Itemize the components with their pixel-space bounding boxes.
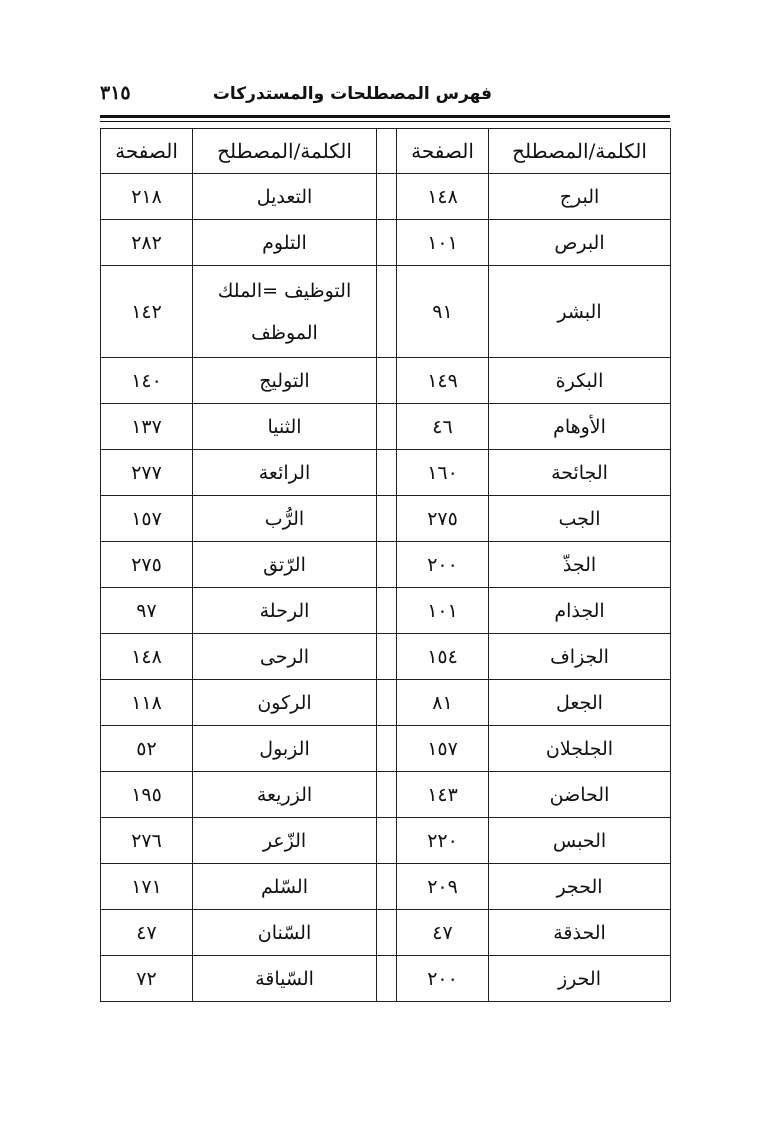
term-cell: الزّعر <box>193 818 377 864</box>
term-cell-multiline <box>193 266 377 358</box>
table-row <box>101 358 671 404</box>
page-header <box>100 84 670 108</box>
term-cell: الرُّب <box>193 496 377 542</box>
page-cell: ٥٢ <box>101 726 193 772</box>
page-cell: ٢٠٩ <box>397 864 489 910</box>
column-gap <box>377 266 397 358</box>
column-gap <box>377 956 397 1002</box>
term-cell: الزريعة <box>193 772 377 818</box>
column-gap <box>377 496 397 542</box>
term-cell: البرج <box>489 174 671 220</box>
table-row <box>101 818 671 864</box>
term-cell: البشر <box>489 266 671 358</box>
header-page-right: الصفحة <box>397 129 489 174</box>
term-line-2: الموظف <box>251 321 318 344</box>
table-row <box>101 174 671 220</box>
term-cell: الرّتق <box>193 542 377 588</box>
page-cell: ٢١٨ <box>101 174 193 220</box>
term-cell: السّلم <box>193 864 377 910</box>
term-cell: الرحلة <box>193 588 377 634</box>
header-page-left: الصفحة <box>101 129 193 174</box>
page-cell: ٩١ <box>397 266 489 358</box>
table-row <box>101 404 671 450</box>
running-title: فهرس المصطلحات والمستدركات <box>212 84 492 104</box>
term-cell: السّياقة <box>193 956 377 1002</box>
header-rule-thick <box>100 115 670 118</box>
page-cell: ١٥٧ <box>101 496 193 542</box>
term-cell: الأوهام <box>489 404 671 450</box>
term-cell: الجزاف <box>489 634 671 680</box>
column-gap <box>377 542 397 588</box>
column-gap <box>377 174 397 220</box>
page-cell: ١٣٧ <box>101 404 193 450</box>
term-cell: الثنيا <box>193 404 377 450</box>
column-gap <box>377 818 397 864</box>
page-number: ٣١٥ <box>100 82 131 104</box>
term-cell: الرائعة <box>193 450 377 496</box>
page-cell: ١٤٢ <box>101 266 193 358</box>
page-cell: ٩٧ <box>101 588 193 634</box>
header-term-right: الكلمة/المصطلح <box>489 129 671 174</box>
column-gap <box>377 129 397 174</box>
term-cell: الحرز <box>489 956 671 1002</box>
page-cell: ٧٢ <box>101 956 193 1002</box>
column-gap <box>377 220 397 266</box>
term-cell: السّنان <box>193 910 377 956</box>
page-cell: ٢٠٠ <box>397 542 489 588</box>
page-cell: ٤٦ <box>397 404 489 450</box>
table-row <box>101 542 671 588</box>
page-cell: ١٤٨ <box>101 634 193 680</box>
column-gap <box>377 358 397 404</box>
term-cell: الزبول <box>193 726 377 772</box>
table-row <box>101 726 671 772</box>
page-cell: ٢٨٢ <box>101 220 193 266</box>
column-gap <box>377 726 397 772</box>
page-cell: ١٥٧ <box>397 726 489 772</box>
term-cell: التلوم <box>193 220 377 266</box>
page-cell: ٢٧٧ <box>101 450 193 496</box>
page-cell: ٢٧٥ <box>397 496 489 542</box>
column-gap <box>377 450 397 496</box>
page-cell: ٤٧ <box>101 910 193 956</box>
page-cell: ١٤٠ <box>101 358 193 404</box>
page-cell: ١٤٣ <box>397 772 489 818</box>
column-gap <box>377 404 397 450</box>
term-cell: الجذام <box>489 588 671 634</box>
table-row <box>101 588 671 634</box>
column-gap <box>377 634 397 680</box>
page-cell: ١٤٨ <box>397 174 489 220</box>
table-row <box>101 680 671 726</box>
page-cell: ١٠١ <box>397 588 489 634</box>
column-gap <box>377 772 397 818</box>
page-cell: ٤٧ <box>397 910 489 956</box>
term-cell: الجذّ <box>489 542 671 588</box>
term-cell: الحاضن <box>489 772 671 818</box>
term-cell: الجلجلان <box>489 726 671 772</box>
table-row <box>101 266 671 358</box>
page-cell: ٢٧٦ <box>101 818 193 864</box>
table-row <box>101 496 671 542</box>
page-cell: ١٠١ <box>397 220 489 266</box>
term-cell: البرص <box>489 220 671 266</box>
table-header-row <box>101 129 671 174</box>
page-cell: ٢٧٥ <box>101 542 193 588</box>
page-cell: ٢٢٠ <box>397 818 489 864</box>
term-cell: الحبس <box>489 818 671 864</box>
table-row <box>101 220 671 266</box>
term-cell: الجائحة <box>489 450 671 496</box>
page-cell: ١٥٤ <box>397 634 489 680</box>
table-row <box>101 864 671 910</box>
column-gap <box>377 680 397 726</box>
page-cell: ١٩٥ <box>101 772 193 818</box>
term-cell: الجعل <box>489 680 671 726</box>
page-cell: ١٦٠ <box>397 450 489 496</box>
header-rule-thin <box>100 121 670 122</box>
term-cell: التعديل <box>193 174 377 220</box>
table-row <box>101 910 671 956</box>
term-cell: التوليج <box>193 358 377 404</box>
column-gap <box>377 588 397 634</box>
column-gap <box>377 910 397 956</box>
page-cell: ١٤٩ <box>397 358 489 404</box>
table-row <box>101 450 671 496</box>
term-cell: الجب <box>489 496 671 542</box>
term-cell: الرحى <box>193 634 377 680</box>
page-cell: ٨١ <box>397 680 489 726</box>
page-cell: ١١٨ <box>101 680 193 726</box>
table-row <box>101 956 671 1002</box>
page-cell: ٢٠٠ <box>397 956 489 1002</box>
table-row <box>101 634 671 680</box>
header-term-left: الكلمة/المصطلح <box>193 129 377 174</box>
term-cell: الركون <box>193 680 377 726</box>
term-line-1: التوظيف =الملك <box>217 279 352 302</box>
page-cell: ١٧١ <box>101 864 193 910</box>
column-gap <box>377 864 397 910</box>
term-cell: البكرة <box>489 358 671 404</box>
term-cell: الحجر <box>489 864 671 910</box>
table-row <box>101 772 671 818</box>
term-cell: الحذقة <box>489 910 671 956</box>
terms-index-table <box>100 128 671 1002</box>
